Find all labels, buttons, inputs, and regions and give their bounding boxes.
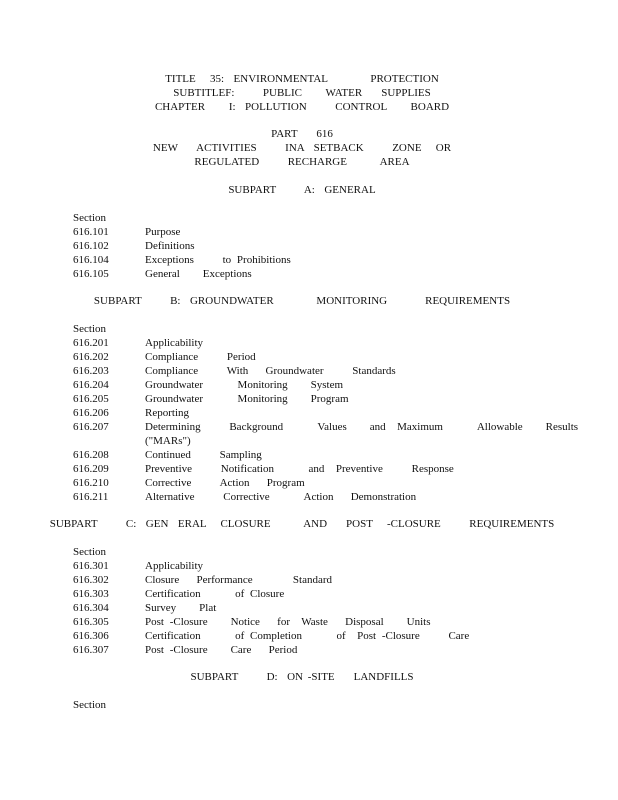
section-title: Post -Closure Notice for Waste Disposal Units <box>145 616 431 628</box>
toc-row <box>73 393 493 407</box>
section-number: 616.101 <box>73 226 109 238</box>
toc-row <box>73 449 493 463</box>
chapter-line: CHAPTER I: POLLUTION CONTROL BOARD <box>154 101 450 113</box>
title-line: TITLE 35: ENVIRONMENTAL PROTECTION <box>165 73 439 85</box>
section-number: 616.211 <box>73 491 109 503</box>
section-label: Section <box>73 699 106 711</box>
toc-row <box>73 226 493 240</box>
section-title: Applicability <box>145 560 204 572</box>
section-number: 616.305 <box>73 616 109 628</box>
section-title: Groundwater Monitoring System <box>145 379 344 391</box>
section-number: 616.105 <box>73 268 109 280</box>
section-title: Compliance With Groundwater Standards <box>145 365 396 377</box>
section-number: 616.207 <box>73 421 109 433</box>
section-title: Survey Plat <box>145 602 217 614</box>
toc-row <box>73 337 493 351</box>
toc-row <box>73 630 493 644</box>
section-title: Groundwater Monitoring Program <box>145 393 349 405</box>
toc-row <box>73 421 579 435</box>
section-number: 616.302 <box>73 574 109 586</box>
toc-row <box>73 463 493 477</box>
section-title-continuation: ("MARs") <box>145 435 191 447</box>
section-number: 616.208 <box>73 449 109 461</box>
section-title: Compliance Period <box>145 351 256 363</box>
section-title: Certification of Completion of Post -Closure Care <box>145 630 470 642</box>
section-number: 616.205 <box>73 393 109 405</box>
part-number: PART 616 <box>271 128 333 140</box>
toc-row <box>73 240 493 254</box>
section-title: Determining Background Values and Maximum Allowable Results <box>145 421 579 433</box>
section-number: 616.210 <box>73 477 109 489</box>
section-number: 616.203 <box>73 365 109 377</box>
section-number: 616.104 <box>73 254 109 266</box>
section-title: Corrective Action Program <box>145 477 305 489</box>
section-number: 616.307 <box>73 644 109 656</box>
section-title: Applicability <box>145 337 204 349</box>
toc-row <box>73 491 493 505</box>
subpart-a-heading: SUBPART A: GENERAL <box>228 184 376 196</box>
section-number: 616.206 <box>73 407 109 419</box>
section-title: Certification of Closure <box>145 588 285 600</box>
section-title: Definitions <box>145 240 195 252</box>
section-number: 616.209 <box>73 463 109 475</box>
part-title-line2: REGULATED RECHARGE AREA <box>194 156 410 168</box>
section-title: Reporting <box>145 407 189 419</box>
toc-row <box>73 560 493 574</box>
toc-row <box>73 351 493 365</box>
section-number: 616.202 <box>73 351 109 363</box>
section-number: 616.201 <box>73 337 109 349</box>
toc-row <box>73 407 493 421</box>
toc-row <box>73 365 493 379</box>
subpart-b-heading: SUBPART B: GROUNDWATER MONITORING REQUIREMENTS <box>93 295 511 307</box>
subtitle-line: SUBTITLEF: PUBLIC WATER SUPPLIES <box>173 87 431 99</box>
section-number: 616.306 <box>73 630 109 642</box>
part-title-line1: NEW ACTIVITIES INA SETBACK ZONE OR <box>152 142 452 154</box>
toc-row <box>73 477 493 491</box>
toc-row <box>73 574 493 588</box>
toc-row <box>73 602 493 616</box>
toc-row <box>73 616 493 630</box>
section-title: Post -Closure Care Period <box>145 644 298 656</box>
section-number: 616.301 <box>73 560 109 572</box>
section-title: General Exceptions <box>145 268 252 280</box>
section-title: Continued Sampling <box>145 449 262 461</box>
section-title: Purpose <box>145 226 181 238</box>
section-title: Alternative Corrective Action Demonstration <box>145 491 417 503</box>
section-number: 616.102 <box>73 240 109 252</box>
toc-row-continuation <box>73 435 493 449</box>
section-title: Closure Performance Standard <box>145 574 333 586</box>
section-label: Section <box>73 212 106 224</box>
section-number: 616.304 <box>73 602 109 614</box>
toc-row <box>73 254 493 268</box>
section-number: 616.303 <box>73 588 109 600</box>
subpart-c-heading: SUBPART C: GEN ERAL CLOSURE AND POST -CLOSURE REQUIREMENTS <box>49 518 555 530</box>
section-number: 616.204 <box>73 379 109 391</box>
section-title: Preventive Notification and Preventive Response <box>145 463 454 475</box>
toc-row <box>73 379 493 393</box>
toc-row <box>73 268 493 282</box>
section-label: Section <box>73 323 106 335</box>
toc-row <box>73 644 493 658</box>
subpart-d-heading: SUBPART D: ON -SITE LANDFILLS <box>190 671 414 683</box>
section-label: Section <box>73 546 106 558</box>
toc-row <box>73 588 493 602</box>
section-title: Exceptions to Prohibitions <box>145 254 291 266</box>
